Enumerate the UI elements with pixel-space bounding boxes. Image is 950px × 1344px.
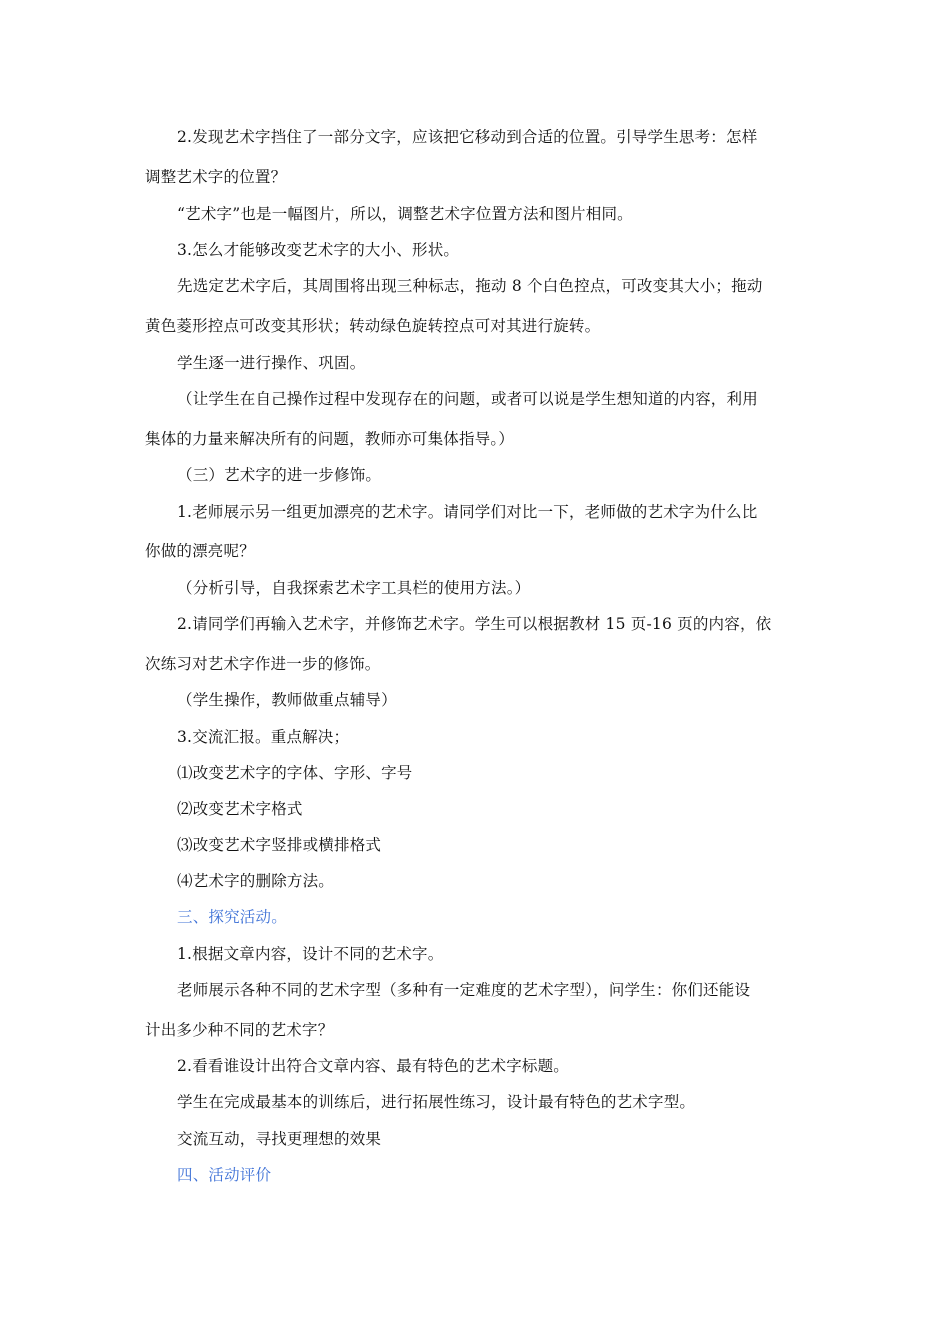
list-item: ⑵改变艺术字格式 [177, 800, 303, 818]
list-item: ⑷艺术字的删除方法。 [177, 872, 335, 890]
paragraph-line: （学生操作，教师做重点辅导） [177, 691, 397, 709]
paragraph-line: 调整艺术字的位置？ [145, 168, 287, 186]
paragraph-line: 计出多少种不同的艺术字？ [145, 1021, 334, 1039]
paragraph-line: （分析引导，自我探索艺术字工具栏的使用方法。） [177, 579, 531, 597]
section-heading: （三）艺术字的进一步修饰。 [177, 466, 382, 484]
paragraph-line: 1.根据文章内容，设计不同的艺术字。 [177, 945, 444, 963]
paragraph-line: 学生在完成最基本的训练后，进行拓展性练习，设计最有特色的艺术字型。 [177, 1093, 696, 1111]
section-heading-4: 四、活动评价 [177, 1166, 272, 1184]
paragraph-line: 学生逐一进行操作、巩固。 [177, 354, 366, 372]
section-heading-3: 三、探究活动。 [177, 908, 287, 926]
paragraph-line: 2.看看谁设计出符合文章内容、最有特色的艺术字标题。 [177, 1057, 569, 1075]
paragraph-line: 2.请同学们再输入艺术字，并修饰艺术字。学生可以根据教材 15 页-16 页的内容，依 [177, 615, 772, 633]
paragraph-line: “艺术字”也是一幅图片，所以，调整艺术字位置方法和图片相同。 [177, 205, 633, 223]
paragraph-line: 1.老师展示另一组更加漂亮的艺术字。请同学们对比一下，老师做的艺术字为什么比 [177, 503, 758, 521]
paragraph-line: 集体的力量来解决所有的问题，教师亦可集体指导。） [145, 430, 515, 448]
paragraph-line: 3.交流汇报。重点解决； [177, 728, 350, 746]
paragraph-line: 交流互动，寻找更理想的效果 [177, 1130, 382, 1148]
paragraph-line: 你做的漂亮呢？ [145, 542, 255, 560]
paragraph-line: 2.发现艺术字挡住了一部分文字，应该把它移动到合适的位置。引导学生思考：怎样 [177, 128, 758, 146]
paragraph-line: 先选定艺术字后，其周围将出现三种标志，拖动 8 个白色控点，可改变其大小；拖动 [177, 277, 763, 295]
paragraph-line: 老师展示各种不同的艺术字型（多种有一定难度的艺术字型），问学生：你们还能设 [177, 981, 751, 999]
paragraph-line: （让学生在自己操作过程中发现存在的问题，或者可以说是学生想知道的内容，利用 [177, 390, 758, 408]
list-item: ⑴改变艺术字的字体、字形、字号 [177, 764, 413, 782]
paragraph-line: 3.怎么才能够改变艺术字的大小、形状。 [177, 241, 460, 259]
paragraph-line: 黄色菱形控点可改变其形状；转动绿色旋转控点可对其进行旋转。 [145, 317, 601, 335]
paragraph-line: 次练习对艺术字作进一步的修饰。 [145, 655, 381, 673]
list-item: ⑶改变艺术字竖排或横排格式 [177, 836, 382, 854]
